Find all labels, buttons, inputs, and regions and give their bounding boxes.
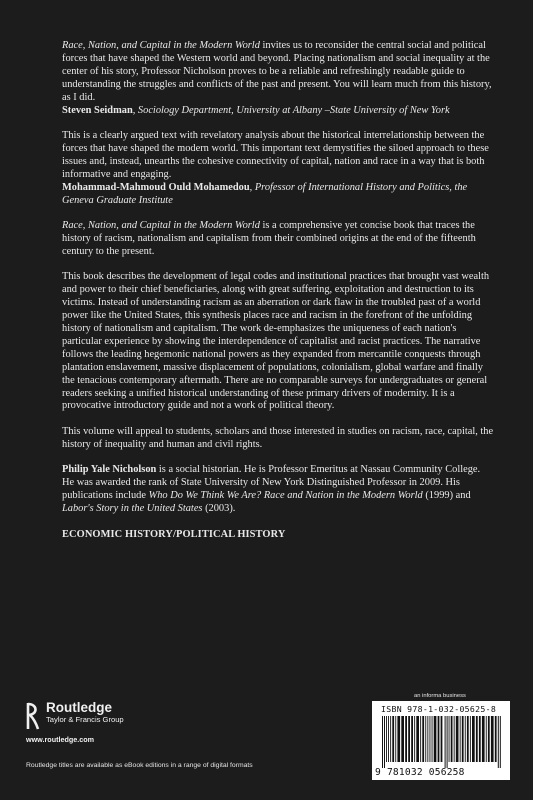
logo-row	[26, 700, 326, 731]
author-bio	[62, 464, 494, 516]
barcode-bar	[495, 716, 497, 762]
ebook-note: Routledge titles are available as eBook editions in a range of digital formats	[26, 762, 253, 769]
barcode-bar	[456, 716, 459, 762]
barcode-bar	[395, 716, 396, 762]
barcode-bar	[432, 716, 433, 762]
publisher-name: Routledge	[46, 700, 112, 715]
barcode-icon	[380, 716, 502, 768]
barcode-bar	[401, 716, 404, 762]
back-cover-text	[62, 40, 494, 541]
publisher-group: Taylor & Francis Group	[46, 715, 124, 724]
barcode-bar	[397, 716, 400, 762]
endorsement-seidman	[62, 40, 494, 117]
barcode-bar	[460, 716, 461, 762]
barcode-bar	[482, 716, 485, 762]
author-bio-text: is a social historian. He is Professor Emeritus at Nassau Community College. He was awarded the rank of State University of New York Distinguished Professor in 2009. His publications include	[62, 464, 481, 502]
barcode-bar	[465, 716, 466, 762]
barcode-bar	[479, 716, 481, 762]
endorsement-book-title: Race, Nation, and Capital in the Modern World	[62, 40, 260, 51]
barcode-bar	[476, 716, 478, 762]
barcode-bar	[420, 716, 421, 762]
barcode-bar	[411, 716, 413, 762]
author-book-title: Who Do We Think We Are? Race and Nation in the Modern World	[148, 490, 423, 502]
barcode-bar	[427, 716, 428, 762]
barcode-bar	[451, 716, 453, 762]
barcode-bar	[384, 716, 385, 768]
barcode-bar	[441, 716, 443, 762]
barcode-bar	[445, 716, 446, 768]
author-bio-text: (2003).	[202, 503, 236, 515]
barcode-bar	[449, 716, 450, 762]
barcode-bar	[434, 716, 437, 762]
endorser-name: Mohammad-Mahmoud Ould Mohamedou	[62, 181, 250, 193]
barcode-bar	[488, 716, 490, 762]
barcode-bar	[438, 716, 440, 762]
barcode-bar	[447, 716, 448, 768]
barcode-bar	[472, 716, 475, 762]
barcode-bar	[408, 716, 410, 762]
barcode-bar	[467, 716, 469, 762]
barcode-bar	[454, 716, 455, 762]
barcode-bar	[430, 716, 431, 762]
endorsement-mohamedou	[62, 130, 494, 207]
endorser-name: Steven Seidman	[62, 104, 133, 116]
barcode-bar	[425, 716, 426, 762]
endorser-affiliation: , Sociology Department, University at Albany –State University of New York	[132, 104, 450, 116]
barcode-bar	[405, 716, 407, 762]
barcode-bar	[390, 716, 391, 762]
barcode-bar	[500, 716, 501, 768]
endorsement-quote: invites us to reconsider the central social and political forces that have shaped the Western world and beyond. Placing nationalism and social inequality at the center of his story, Professor Nicholson proves to be a reliable and refreshingly readable guide to understanding the struggles and conflicts of the past and present. You will learn much from this history, as I did.	[62, 40, 492, 103]
isbn-label: ISBN 978-1-032-05625-8	[381, 704, 497, 714]
barcode-bar	[386, 716, 387, 762]
barcode-bar	[486, 716, 487, 762]
author-name: Philip Yale Nicholson	[62, 464, 157, 476]
logo-text	[46, 700, 124, 724]
informa-tagline: an informa business	[414, 693, 466, 699]
book-description: This book describes the development of legal codes and institutional practices that brought vast wealth and power to their chief beneficiaries, along with great suffering, exploitation and destruction to its victims. Instead of understanding racism as an aberration or dark flaw in the troubled past of a world power like the United States, this synthesis places race and racism in the forefront of the unfolding history of nationalism and capitalism. The work de-emphasizes the uniqueness of each nation's particular experience by showing the interdependence of capitalist and racist practices. The narrative follows the leading hegemonic national powers as they expanded from mercantile conquests through plantation enslavement, massive displacement of populations, colonialism, global warfare and finally the tenacious contemporary aftermath. There are no comparable surveys for undergraduates or general readers seeking a unified historical understanding of these primary drivers of modernity. It is a provocative introductory guide and not a work of political theory.	[62, 271, 490, 412]
ean-digits: 9 781032 056258	[375, 767, 465, 778]
barcode-bar	[392, 716, 394, 762]
audience-statement: This volume will appeal to students, scholars and those interested in studies on racism, race, capital, the history of inequality and human and civil rights.	[62, 425, 494, 450]
routledge-r-icon	[26, 701, 40, 731]
barcode-bar	[498, 716, 499, 768]
author-bio-text: (1999) and	[422, 490, 471, 502]
barcode-bar	[462, 716, 464, 762]
barcode-bar	[416, 716, 419, 762]
barcode-bar	[422, 716, 424, 762]
book-summary	[62, 220, 494, 259]
barcode-panel	[372, 701, 510, 780]
publisher-url[interactable]: www.routledge.com	[26, 735, 95, 744]
barcode-bar	[414, 716, 415, 762]
summary-book-title: Race, Nation, and Capital in the Modern World	[62, 220, 260, 232]
barcode-bar	[382, 716, 383, 768]
barcode-bar	[470, 716, 471, 762]
summary-text: is a comprehensive yet concise book that traces the history of racism, nationalism and capitalism from their combined origins at the end of the fifteenth century to the present.	[62, 220, 476, 257]
endorsement-quote: This is a clearly argued text with revelatory analysis about the historical interrelationship between the forces that have shaped the modern world. This important text demystifies the siloed approach to these issues and, instead, unearths the cohesive connectivity of capital, nation and race in a way that is both informative and engaging.	[62, 130, 489, 180]
endorser-affiliation: , Professor of International History and Politics, the Geneva Graduate Institute	[62, 181, 468, 206]
barcode-bar	[388, 716, 389, 762]
author-book-title: Labor's Story in the United States	[62, 503, 203, 515]
subject-category: ECONOMIC HISTORY/POLITICAL HISTORY	[62, 528, 286, 540]
publisher-logo	[26, 700, 326, 731]
barcode-bar	[491, 716, 494, 762]
